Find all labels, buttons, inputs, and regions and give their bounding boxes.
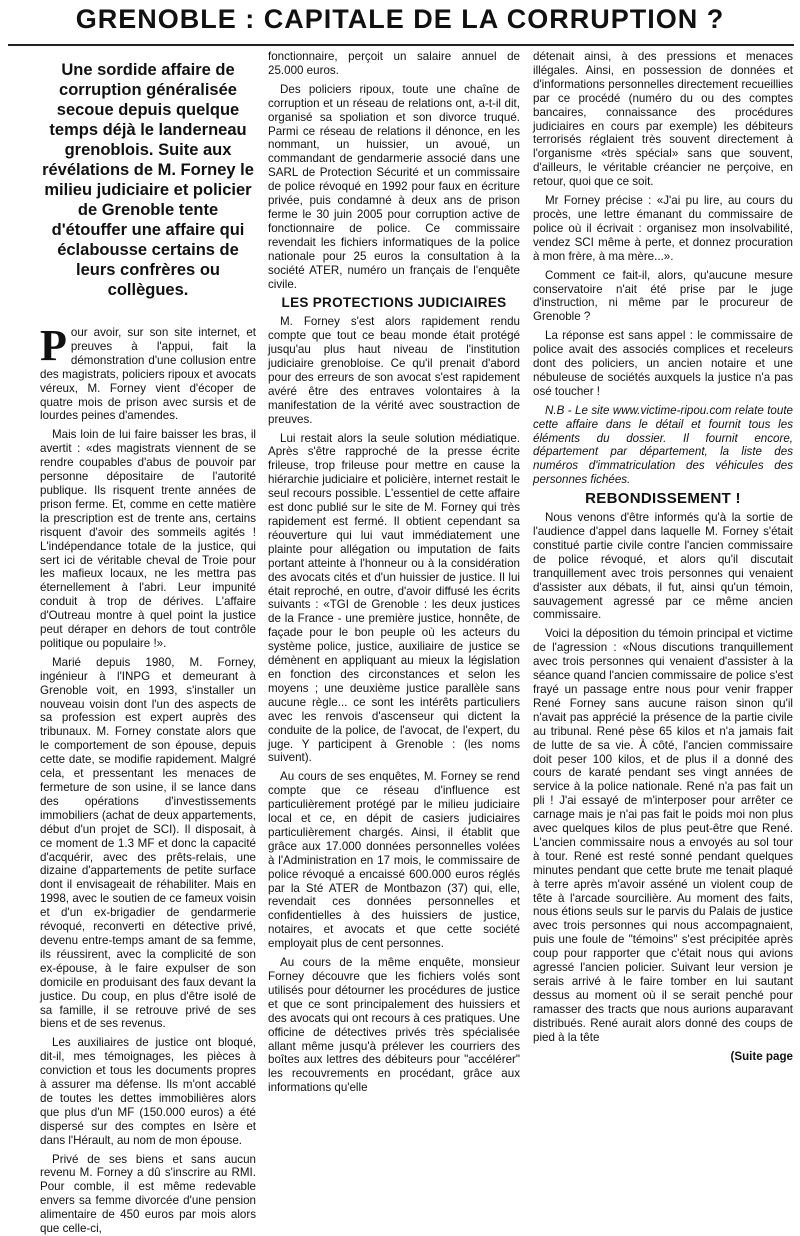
body-paragraph: Privé de ses biens et sans aucun revenu M. Forney a dû s'inscrire au RMI. Pour comble, il est même redevable envers sa femme divorcée d'une pension alimentaire de 450 euros par mois alors que celle-ci, — [40, 1152, 256, 1236]
nota-bene: N.B - Le site www.victime-ripou.com relate toute cette affaire dans le détail et fournit tous les éléments du dossier. Il fournit encore, département par département, la liste des numéros d'immatriculation des véhicules des personnes fichées. — [533, 403, 793, 487]
section-heading: LES PROTECTIONS JUDICIAIRES — [281, 295, 507, 311]
body-paragraph: our avoir, sur son site internet, et preuves à l'appui, fait la démonstration d'une collusion entre des magistrats, policiers ripoux et avocats véreux, M. Forney vient d'écoper de quatre mois de prison avec sursis et de lourdes peines d'amendes. — [40, 326, 256, 423]
body-paragraph: La réponse est sans appel : le commissaire de police avait des associés complices et receleurs dont des policiers, un ancien notaire et une nébuleuse de sociétés auxquels la justice n'a pas osé toucher ! — [533, 329, 793, 398]
body-paragraph: Nous venons d'être informés qu'à la sortie de l'audience d'appel dans laquelle M. Forney s'était constitué partie civile contre l'ancien commissaire de police révoqué, et alors qu'il discutait tranquillement avec trois personnes qui venaient d'assister aux débats, il fut, ainsi qu'un témoin, sauvagement agressé par ce même ancien commissaire. — [533, 511, 793, 622]
body-paragraph: Au cours de ses enquêtes, M. Forney se rend compte que ce réseau d'influence est particulièrement protégé par le milieu judiciaire local et ce, en dépit de casiers judiciaires particulièrement chargés. Ainsi, il établit que grâce aux 17.000 données personnelles volées à l'Administration en 17 mois, le commissaire de police révoqué a encaissé 600.000 euros réglés par la Sté ATER de Montbazon (37) qui, elle, revendait ces données personnelles et confidentielles à des huissiers de justice, notaires, et avocats et que cette société employait plus de cent personnes. — [268, 770, 520, 951]
body-paragraph: fonctionnaire, perçoit un salaire annuel de 25.000 euros. — [268, 50, 520, 77]
body-paragraph: M. Forney s'est alors rapidement rendu compte que tout ce beau monde était protégé jusqu'au plus haut niveau de l'institution judiciaire grenobloise. Ce qu'il prenait d'abord pour des erreurs de son avocat s'est rapidement avéré être des entraves volontaires à la manifestation de la vérité avec soustraction de preuves. — [268, 315, 520, 426]
body-paragraph: Au cours de la même enquête, monsieur Forney découvre que les fichiers volés sont utilisés pour détourner les procédures de justice et que ce sont principalement des huissiers et des avocats qui ont recours à ces pratiques. Une officine de détectives privés très spécialisée allant même jusqu'à prélever les courriers des boîtes aux lettres des débiteurs pour "accélérer" les recouvrements en procédant, grâce aux informations qu'elle — [268, 956, 520, 1095]
body-paragraph: Mr Forney précise : «J'ai pu lire, au cours du procès, une lettre émanant du commissaire de police où il écrivait : organisez mon insolvabilité, vendez SCI même à perte, et donnez procuration à mon frère, à ma mère...». — [533, 194, 793, 263]
body-paragraph: Lui restait alors la seule solution médiatique. Après s'être rapproché de la presse écrite frileuse, trop frileuse pour mettre en cause la hiérarchie judiciaire et policière, internet restait le seul recours possible. L'essentiel de cette affaire est donc publié sur le site de M. Forney qui très rapidement est fermé. Il obtient cependant sa réouverture qui lui vaut immédiatement une plainte pour allégation ou imputation de faits portant atteinte à l'honneur ou à la considération des avocats cités et d'un huissier de justice. Il lui était reproché, en outre, d'avoir diffusé les écrits suivants : «TGI de Grenoble : les deux justices de la France - une première justice, honnête, de façade pour le bon peuple où les acteurs du système police, justice, auxiliaire de justice se démènent en appliquant au mieux la législation en fonction des circonstances et selon les moyens ; une deuxième justice parallèle sans aucune règle... ce sont les intérêts particuliers avec les renvois d'ascenseur qui dictent la conduite de la police, de l'avocat, de l'expert, du juge. Y participent à Grenoble : (les noms suivent). — [268, 431, 520, 765]
body-paragraph: Des policiers ripoux, toute une chaîne de corruption et un réseau de relations ont, a-t-il dit, organisé sa spoliation et son divorce truqué. Parmi ce réseau de relations il dénonce, en les nommant, un huissier, un avoué, un commandant de gendarmerie associé dans une SARL de Protection Sécurité et un commissaire de police révoqué en 1992 pour faux en écriture privée, puis condamné à deux ans de prison ferme le 30 juin 2005 pour corruption active de fonctionnaire de police. Ce commissaire revendait les fichiers informatiques de la police nationale pour 25 euros la consultation à la société ATER, numéro un français de l'enquête civile. — [268, 82, 520, 291]
body-paragraph: détenait ainsi, à des pressions et menaces illégales. Ainsi, en possession de données et d'informations personnelles directement recueillies par ce procédé (numéro du ou des comptes bancaires, connaissance des procédures judiciaires en cours par exemple) les débiteurs terrorisés réglaient très souvent directement à l'organisme «très spécial» sans que souvent, d'ailleurs, le véritable créancier ne perçoive, en retour, quoi que ce soit. — [533, 50, 793, 189]
column-3 — [533, 50, 793, 1114]
body-paragraph: Voici la déposition du témoin principal et victime de l'agression : «Nous discutions tranquillement avec trois personnes qui venaient d'assister à la séance quand l'ancien commissaire de police s'est frayé un passage entre nous pour venir frapper René Forney sans aucune raison sinon qu'il n'avait pas apprécié la présence de la partie civile au tribunal. René pèse 65 kilos et n'a jamais fait de lutte de sa vie. À côté, l'ancien commissaire doit peser 100 kilos, et de plus il a donné des cours de karaté pendant ses vingt années de service à la police nationale. René n'a pas fait un pli ! J'ai essayé de m'interposer pour arrêter ce carnage mais je n'ai pas fait le poids moi non plus avec quelques kilos de plus peut-être que René. L'ancien commissaire nous a envoyés au sol tour à tour. René est resté sonné pendant quelques minutes pendant que cette brute me tenait plaqué à terre après m'avoir asséné un violent coup de tête à l'arcade sourcilière. Au moment des faits, nous étions seuls sur le parvis du Palais de justice avec trois personnes qui nous accompagnaient, puis une foule de "témoins" s'est précipitée après coup pour rapporter que c'était nous qui avions agressé l'ancien policier. Suivant leur version je serais arrivé à le faire tomber en lui sautant dessus au moment où il se serait penché pour ramasser des tracts que nous aurions auparavant distribués. René aurait alors donné des coups de pied à la tête — [533, 627, 793, 1044]
section-heading: REBONDISSEMENT ! — [585, 490, 741, 508]
body-paragraph: Mais loin de lui faire baisser les bras, il avertit : «des magistrats viennent de se rendre coupables d'abus de pouvoir par personne dépositaire de l'autorité publique. Ils risquent trente années de prison ferme. Et, comme en cette matière la prescription est de trente ans, certains risquent d'avoir des sommeils agités ! L'indépendance totale de la justice, qui sert ici de véritable cheval de Troie pour les mafieux locaux, ne les mettra pas éternellement à l'abri. Leur impunité conduit à trop de dérives. L'affaire d'Outreau montre à quel point la justice peut déraper en dehors de tout contrôle politique ou populaire !». — [40, 428, 256, 650]
page-title: GRENOBLE : CAPITALE DE LA CORRUPTION ? — [75, 4, 725, 34]
continued-note: (Suite page — [730, 1049, 793, 1063]
column-1 — [40, 50, 256, 1236]
column-2 — [268, 50, 520, 1114]
drop-cap: P — [40, 321, 67, 370]
title-rule — [8, 44, 794, 46]
body-paragraph: Les auxiliaires de justice ont bloqué, dit-il, mes témoignages, les pièces à conviction et tous les documents propres à assurer ma défense. Ils m'ont accablé de toutes les dettes immobilières alors que plus d'un MF (150.000 euros) a été dispersé sur des comptes en Isère et dans l'Hérault, au nom de mon épouse. — [40, 1036, 256, 1147]
body-paragraph: Marié depuis 1980, M. Forney, ingénieur à l'INPG et demeurant à Grenoble voit, en 1993, s'installer un nouveau voisin dont l'un des aspects de sa profession est expert auprès des tribunaux. M. Forney constate alors que le comportement de son épouse, depuis cette date, se modifie rapidement. Malgré cela, et pressentant les menaces de fermeture de son usine, il se lance dans des opérations d'investissements immobiliers (achat de deux appartements, début d'un projet de SCI). Il disposait, à ce moment de 1.3 MF et donc la capacité d'acquérir, avec des prêts-relais, une dizaine d'appartements de petite surface dont il envisageait de réhabiliter. Mais en 1998, avec le soutien de ce fameux voisin et d'un ex-brigadier de gendarmerie révoqué, reconverti en détective privé, devenu entre-temps amant de sa femme, ils réussirent, avec la complicité de son ex-épouse, à le faire expulser de son domicile en produisant des faux devant la justice. Du coup, en plus d'être isolé de sa famille, il se retrouve privé de ses biens et de ses revenus. — [40, 655, 256, 1031]
body-paragraph: Comment ce fait-il, alors, qu'aucune mesure conservatoire n'ait été prise par le juge d'instruction, ni même par le procureur de Grenoble ? — [533, 268, 793, 324]
lead-paragraph: Une sordide affaire de corruption généralisée secoue depuis quelque temps déjà le landerneau grenoblois. Suite aux révélations de M. Forney le milieu judiciaire et policier de Grenoble tente d'étouffer une affaire qui éclabousse certains de leurs confrères ou collègues. — [42, 61, 254, 299]
